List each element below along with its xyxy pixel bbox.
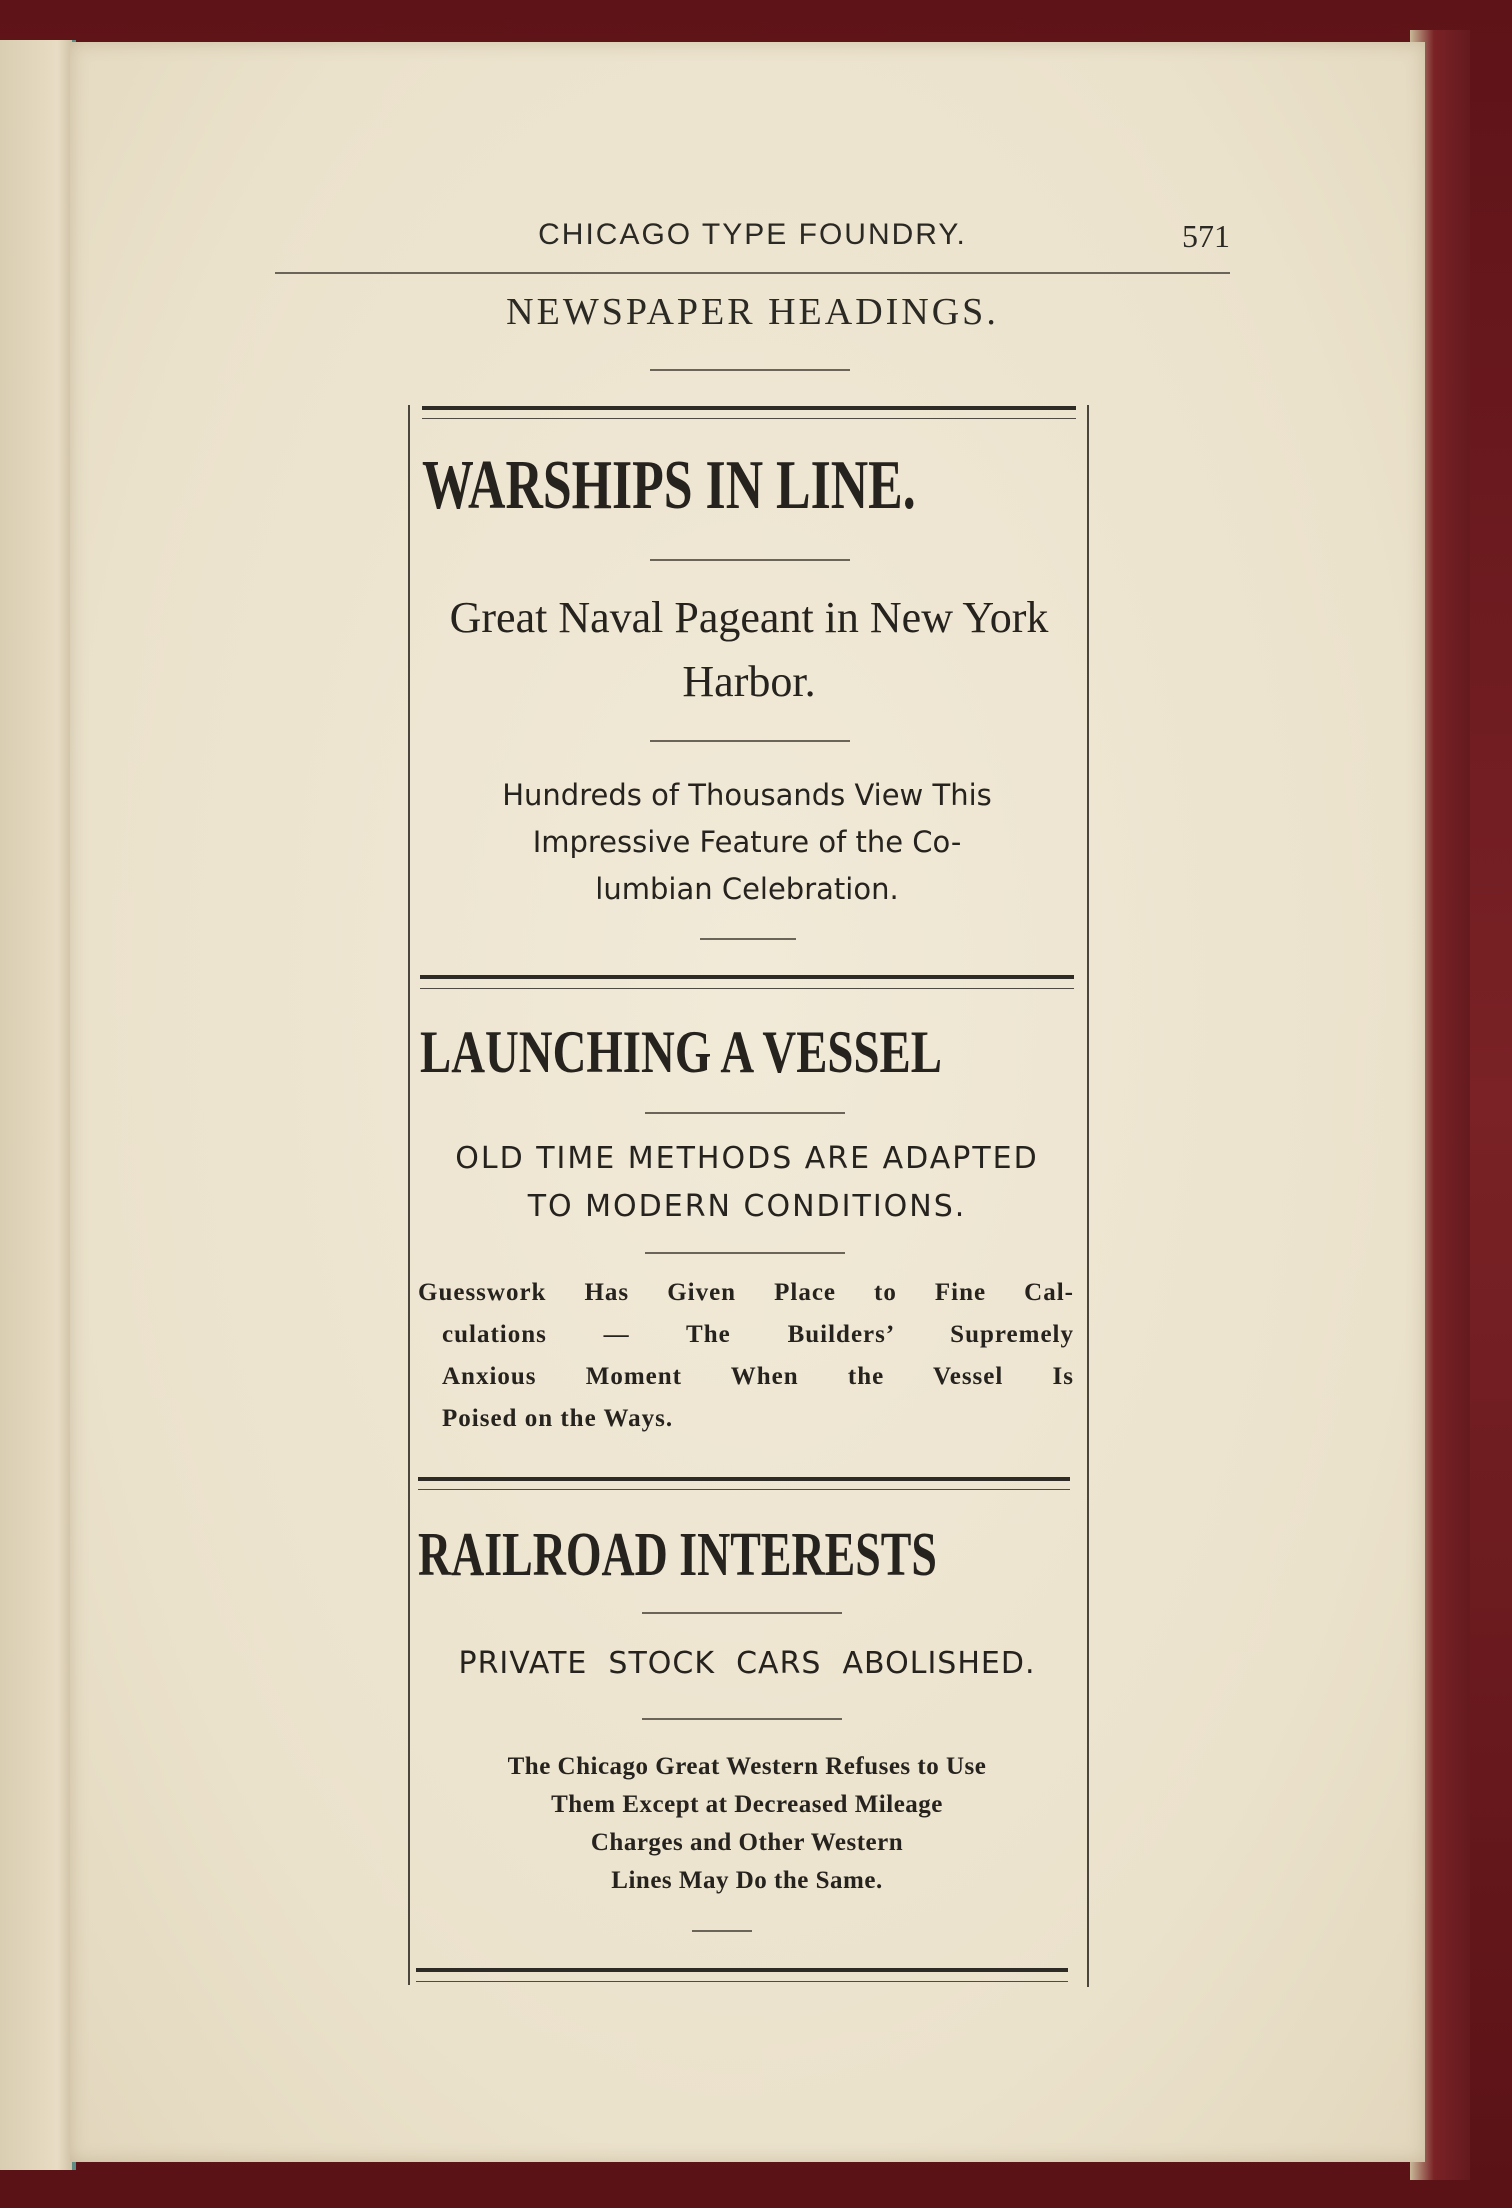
heading-2-subhead-line: OLD TIME METHODS ARE ADAPTED [455,1141,1039,1176]
running-head-title: CHICAGO TYPE FOUNDRY. [538,218,967,251]
heading-3-rule-1 [642,1612,842,1614]
heading-1-deck [412,772,1082,913]
heading-2-subhead-line: TO MODERN CONDITIONS. [527,1189,967,1224]
heading-2-deck-line: culations — The Builders’ Supremely [442,1321,1074,1348]
heading-2-headline: LAUNCHING A VESSEL [420,1019,942,1085]
heading-3-rule-2 [642,1718,842,1720]
heading-1-top-thin-rule [422,418,1076,419]
heading-2-rule-2 [645,1252,845,1254]
heading-3-end-rule [692,1930,752,1932]
heading-2-subhead [412,1135,1082,1231]
bottom-thin-rule [416,1981,1068,1982]
heading-3-top-thick-rule [418,1477,1070,1481]
running-head [275,210,1230,274]
left-page-edge [0,40,76,2170]
heading-3-deck-line: Charges and Other Western [590,1829,904,1856]
heading-1-end-rule [700,938,796,940]
heading-2-deck-line: Anxious Moment When the Vessel Is [442,1363,1074,1390]
title-rule [650,369,850,371]
specimen-frame-right [1087,405,1089,1987]
heading-1-top-thick-rule [422,406,1076,410]
page-number: 571 [1182,218,1230,254]
heading-2-rule-1 [645,1112,845,1114]
heading-2-top-thin-rule [420,988,1074,989]
heading-3-deck-line: Them Except at Decreased Mileage [551,1791,943,1818]
heading-3-deck [412,1748,1082,1900]
bottom-thick-rule [416,1968,1068,1972]
heading-1-headline: WARSHIPS IN LINE. [422,447,916,524]
heading-2-deck-line: Guesswork Has Given Place to Fine Cal- [418,1279,1074,1306]
heading-3-top-thin-rule [418,1489,1070,1490]
heading-1-rule-1 [650,559,850,561]
heading-1-deck-line: lumbian Celebration. [595,872,899,906]
heading-1-deck-line: Hundreds of Thousands View This [502,778,992,812]
heading-2-deck-line: Poised on the Ways. [442,1405,674,1432]
heading-3-deck-line: The Chicago Great Western Refuses to Use [507,1753,987,1780]
section-title: NEWSPAPER HEADINGS. [506,291,999,333]
heading-2-deck [418,1272,1074,1440]
heading-3-subhead: PRIVATE STOCK CARS ABOLISHED. [458,1646,1036,1681]
heading-1-subhead: Great Naval Pageant in New York Harbor. [449,593,1049,706]
specimen-frame-left [408,405,410,1985]
heading-2-top-thick-rule [420,975,1074,979]
heading-3-headline: RAILROAD INTERESTS [418,1521,937,1589]
heading-1-deck-line: Impressive Feature of the Co- [532,825,962,859]
heading-1-rule-2 [650,740,850,742]
heading-3-deck-line: Lines May Do the Same. [611,1867,883,1894]
